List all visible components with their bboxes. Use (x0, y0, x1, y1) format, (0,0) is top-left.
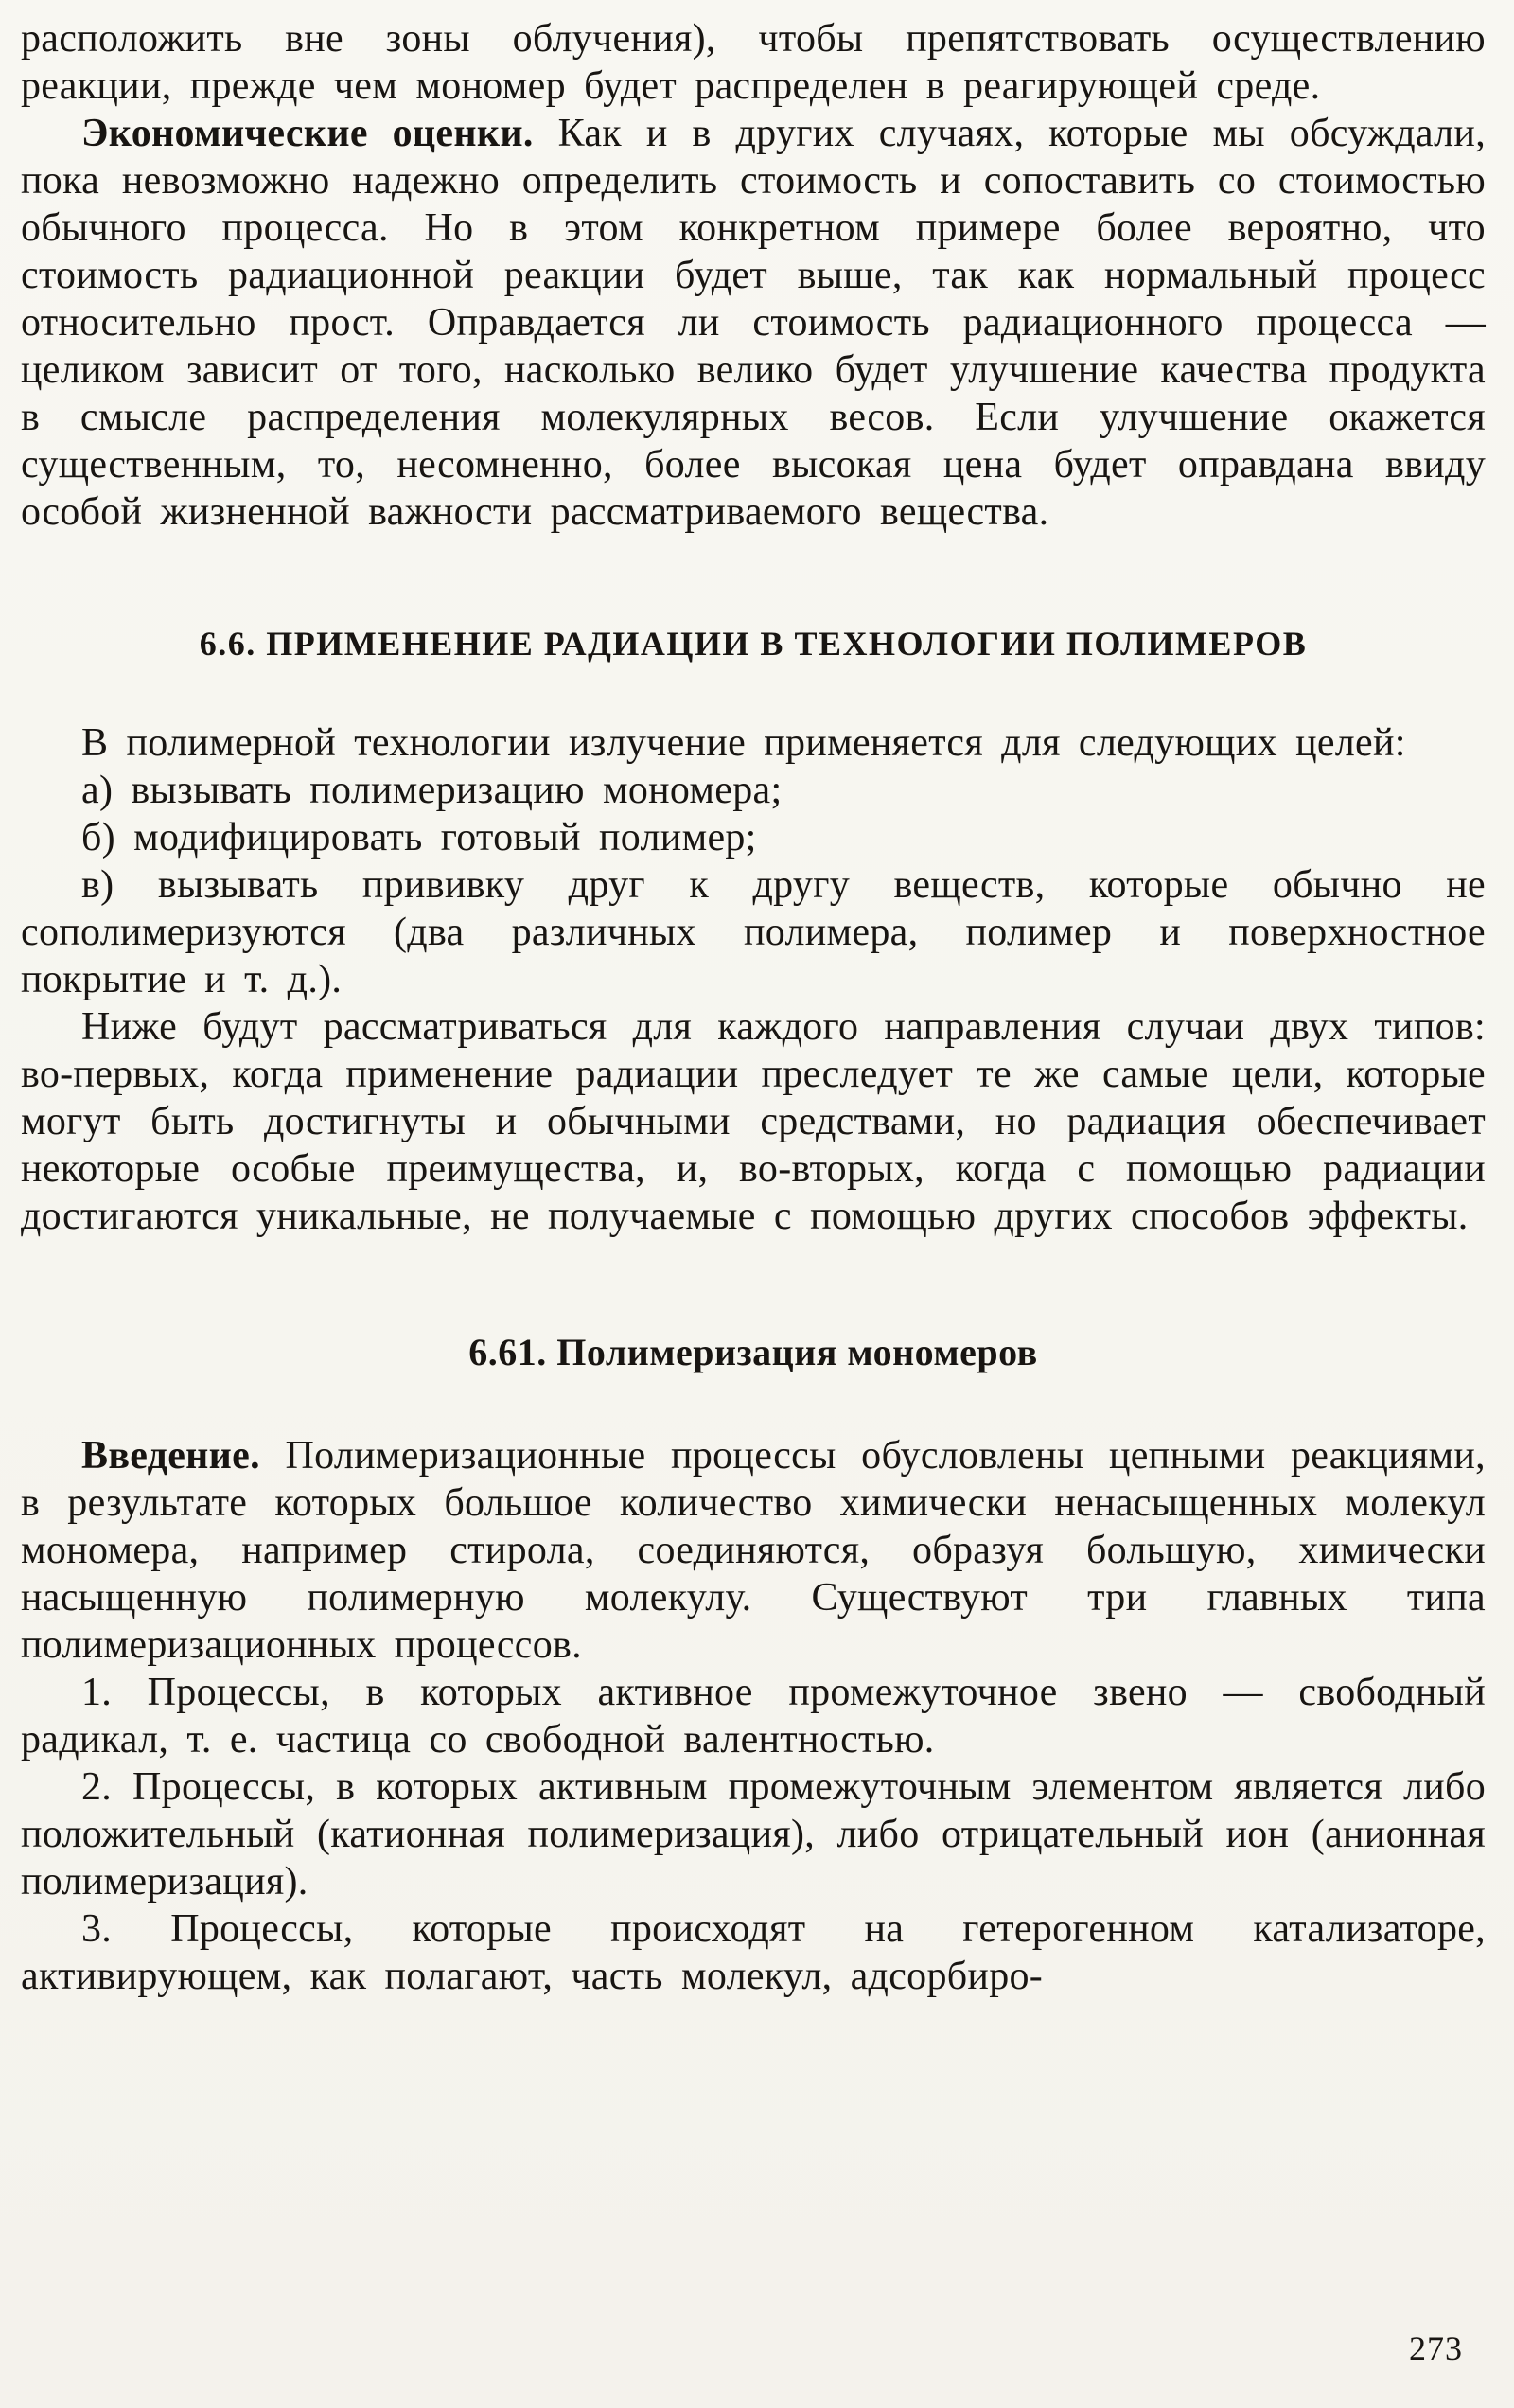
list-item-b: б) модифицировать готовый полимер; (81, 816, 757, 859)
list-item-v: в) вызывать прививку друг к другу веществ, которые обычно не сополимеризуются (два различных полимера, полимер и поверхностное покрытие и т. д.). (21, 863, 1486, 1001)
section-heading-6-6: 6.6. ПРИМЕНЕНИЕ РАДИАЦИИ В ТЕХНОЛОГИИ ПОЛИМЕРОВ (199, 625, 1308, 663)
paragraph-continuation: расположить вне зоны облучения), чтобы препятствовать осуществлению реакции, прежде чем мономер будет распределен в реагирующей среде. (21, 17, 1486, 108)
paragraph-introduction (21, 1432, 1486, 1669)
paragraph-two-types: Ниже будут рассматриваться для каждого направления случаи двух типов: во-первых, когда применение радиации преследует те же самые цели, которые могут быть достигнуты и обычными средствами, но радиация обеспечивает некоторые особые преимущества, и, во-вторых, когда с помощью радиации достигаются уникальные, не получаемые с помощью других способов эффекты. (21, 1005, 1486, 1238)
paragraph-economic-evaluations (21, 110, 1486, 536)
list-item-a: а) вызывать полимеризацию мономера; (81, 769, 783, 812)
numbered-item-2: 2. Процессы, в которых активным промежуточным элементом является либо положительный (катионная полимеризация), либо отрицательный ион (анионная полимеризация). (21, 1765, 1486, 1903)
page-number: 273 (1409, 2329, 1463, 2367)
paragraph-purposes: В полимерной технологии излучение применяется для следующих целей: (81, 721, 1406, 765)
numbered-item-3: 3. Процессы, которые происходят на гетерогенном катализаторе, активирующем, как полагают, часть молекул, адсорбиро- (21, 1907, 1486, 1998)
subsection-heading-6-61: 6.61. Полимеризация мономеров (468, 1331, 1038, 1373)
paragraph-text: Полимеризационные процессы обусловлены цепными реакциями, в результате которых большое количество химически ненасыщенных молекул мономера, например стирола, соединяются, образуя большую, химически насыщенную полимерную молекулу. Существуют три главных типа полимеризационных процессов. (21, 1434, 1486, 1667)
paragraph-lead-economic: Экономические оценки. (81, 112, 534, 155)
numbered-item-1: 1. Процессы, в которых активное промежуточное звено — свободный радикал, т. е. частица со свободной валентностью. (21, 1671, 1486, 1762)
paragraph-lead-introduction: Введение. (81, 1434, 260, 1478)
paragraph-text: Как и в других случаях, которые мы обсуждали, пока невозможно надежно определить стоимость и сопоставить со стоимостью обычного процесса. Но в этом конкретном примере более вероятно, что стоимость радиационной реакции будет выше, так как нормальный процесс относительно прост. Оправдается ли стоимость радиационного процесса — целиком зависит от того, насколько велико будет улучшение качества продукта в смысле распределения молекулярных весов. Если улучшение окажется существенным, то, несомненно, более высокая цена будет оправдана ввиду особой жизненной важности рассматриваемого вещества. (21, 112, 1487, 534)
